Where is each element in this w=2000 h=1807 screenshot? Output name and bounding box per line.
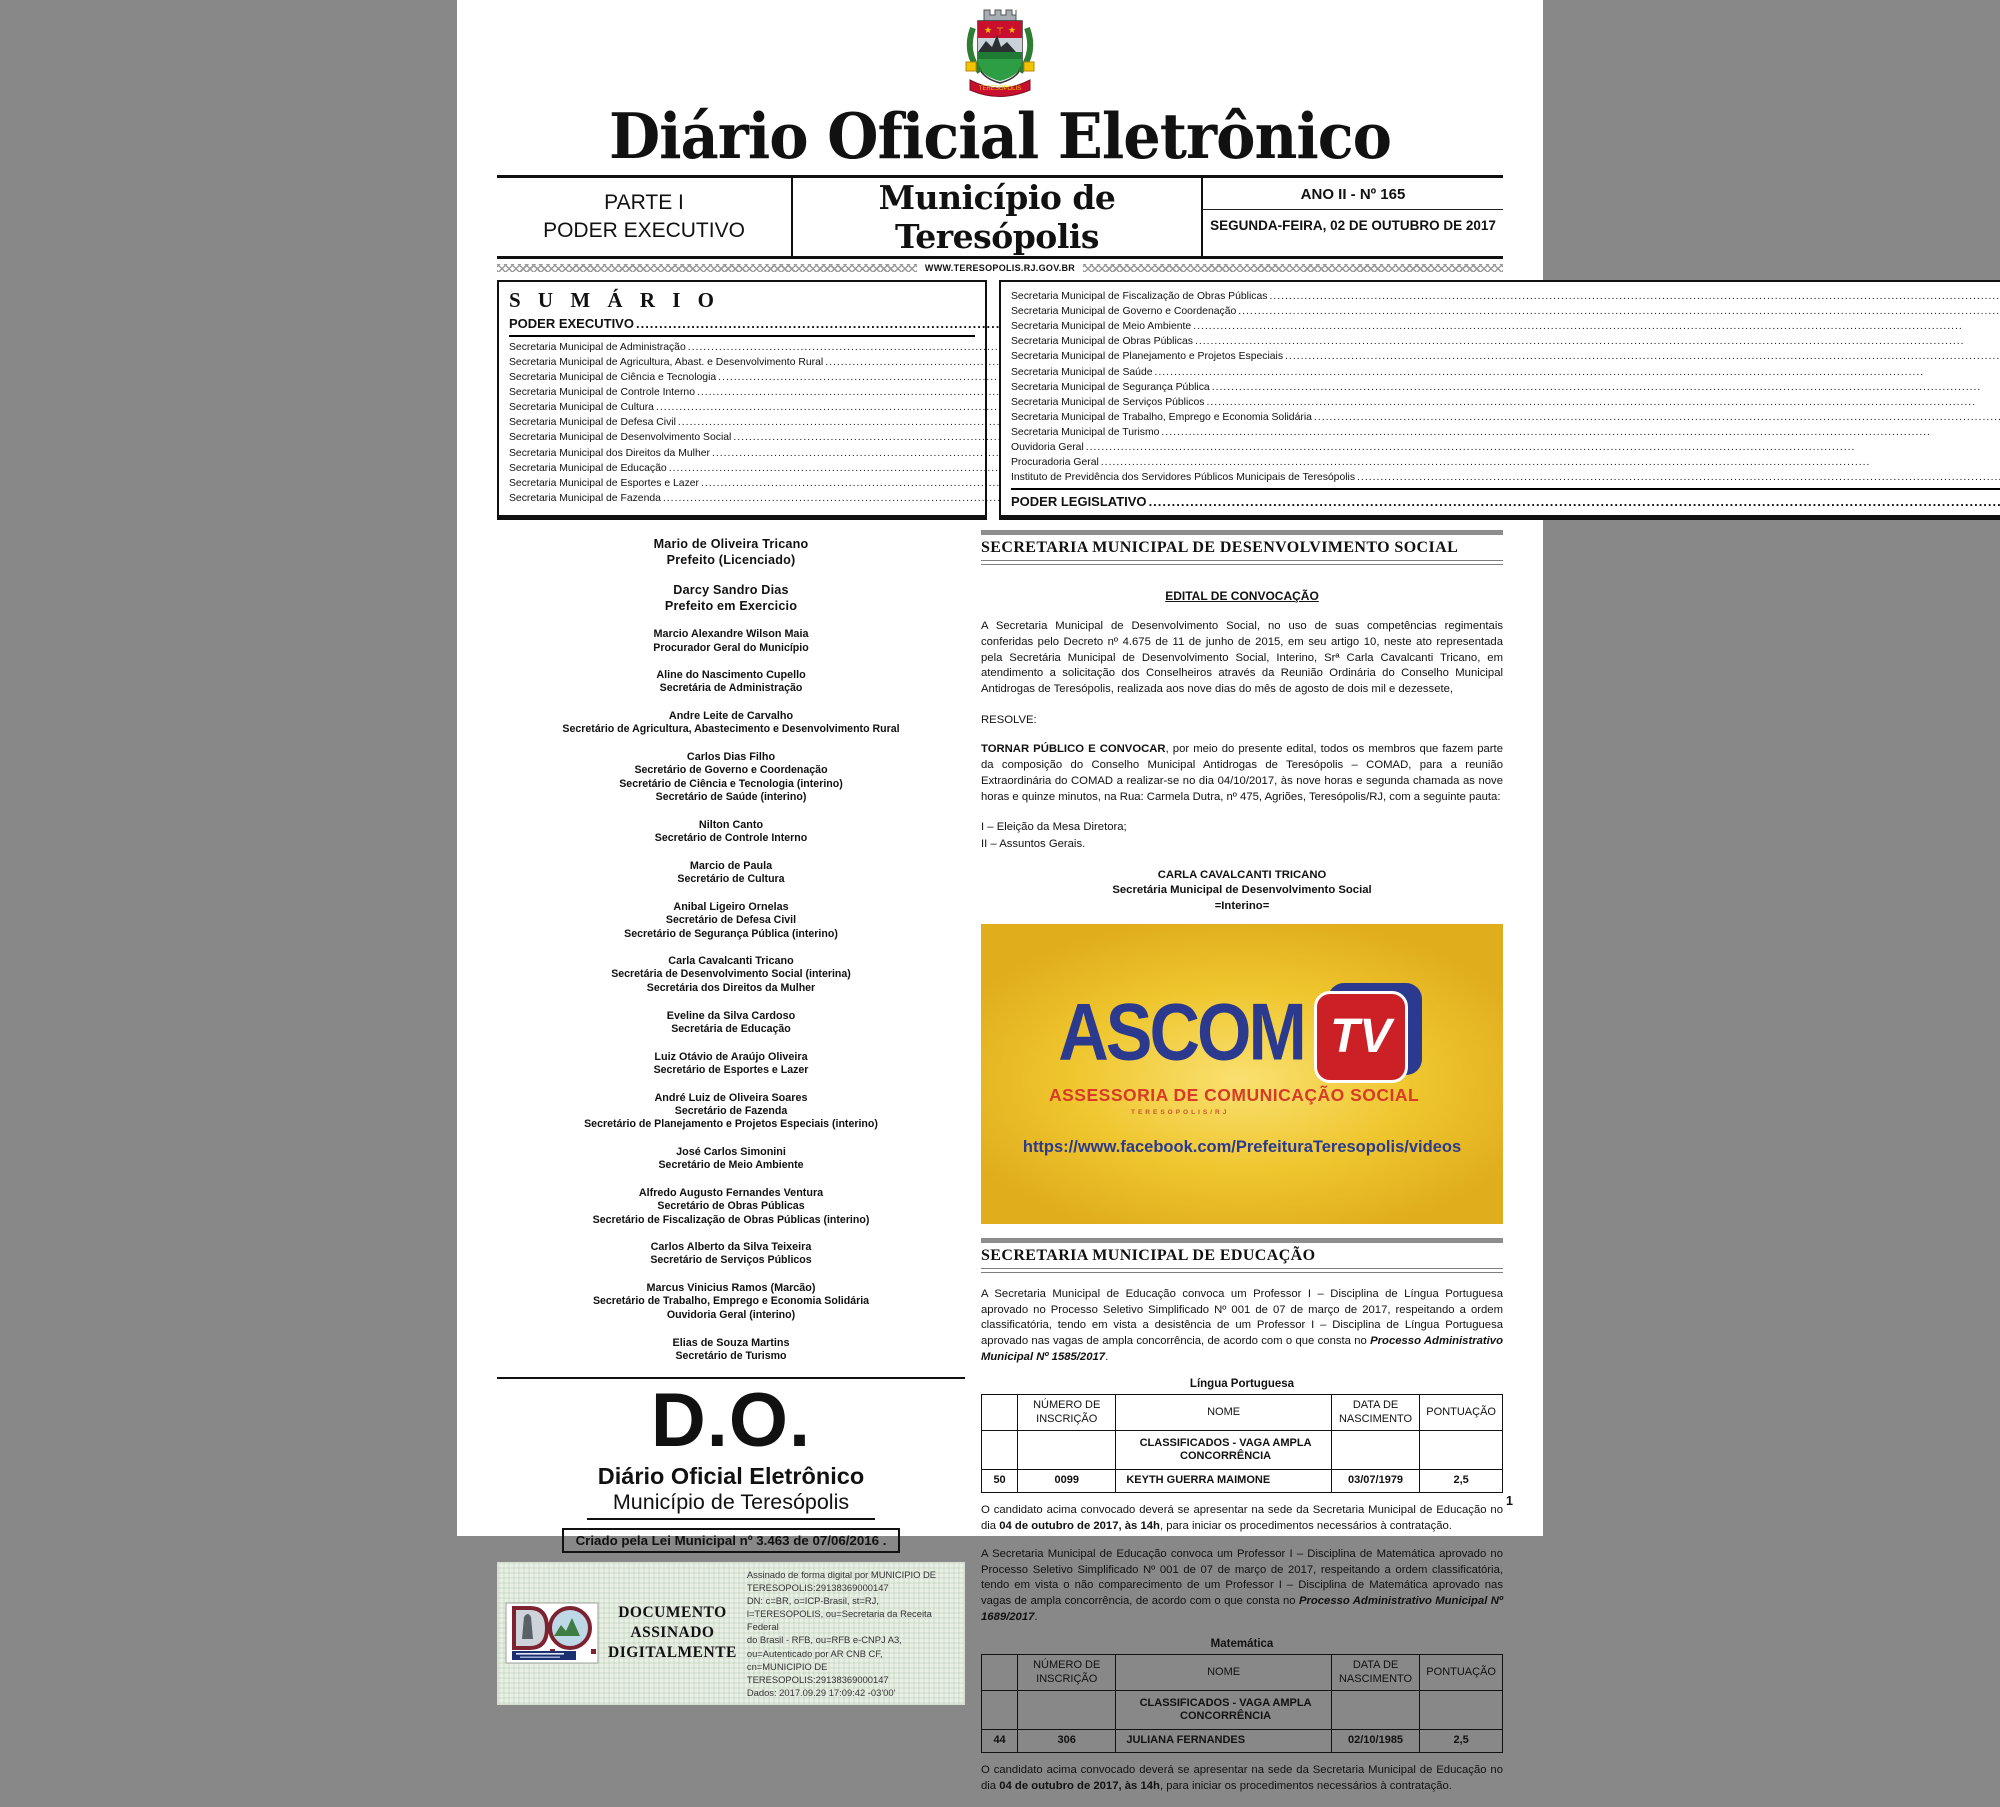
convocation-table <box>981 1394 1503 1493</box>
toc-label: Secretaria Municipal de Fazenda <box>509 492 661 504</box>
signature-detail-line: do Brasil - RFB, ou=RFB e-CNPJ A3, ou=Autenticado por AR CNB CF, <box>746 1634 902 1659</box>
official-role: Secretário de Esportes e Lazer <box>653 1063 809 1076</box>
official-name: Alfredo Augusto Fernandes Ventura <box>638 1186 824 1199</box>
social-signature <box>981 868 1503 914</box>
toc-item <box>1011 304 2000 319</box>
footer-text: , para iniciar os procedimentos necessários à contratação. <box>1159 1519 1452 1532</box>
intro-text: A Secretaria Municipal de Educação convoca um Professor I – Disciplina de Matemática aprovado no Processo Seletivo Simplificado Nº 001 de 07 de março de 2017, respeitando a ordem classificatória, tendo em vista o não comparecimento de um Professor I – Disciplina de Matemática aprovado nas vagas de ampla concorrência, de acordo com o que consta no <box>981 1547 1503 1608</box>
chain-ornament-right <box>1083 264 1503 272</box>
toc-item <box>509 400 975 415</box>
official-role: Secretário de Turismo <box>675 1349 787 1362</box>
toc-label: Secretaria Municipal de Ciência e Tecnologia <box>509 372 717 384</box>
masthead-part <box>497 178 793 256</box>
toc-label: Secretaria Municipal de Turismo <box>1011 426 1160 438</box>
table-data-row <box>982 1730 1503 1753</box>
official-name: Aline do Nascimento Cupello <box>656 669 806 682</box>
group-cell <box>1331 1691 1419 1730</box>
edital-title: EDITAL DE CONVOCAÇÃO <box>1165 589 1319 604</box>
toc-item <box>1011 410 2000 425</box>
teresopolis-coat-of-arms-icon <box>960 4 1040 100</box>
part-line2: PODER EXECUTIVO <box>543 219 745 243</box>
intro-text: . <box>1034 1611 1038 1624</box>
official-role: Secretário de Ciência e Tecnologia (interino) <box>619 777 843 790</box>
toc-item <box>1011 365 2000 380</box>
gazette-page <box>457 0 1543 1792</box>
edition-date: SEGUNDA-FEIRA, 02 DE OUTUBRO DE 2017 <box>1210 218 1496 234</box>
official-entry <box>497 1186 965 1228</box>
table-title: Matemática <box>1210 1637 1274 1650</box>
official-role: Secretário de Governo e Coordenação <box>634 763 828 776</box>
data-cell: 44 <box>982 1730 1018 1753</box>
official-role: Secretário de Meio Ambiente <box>658 1159 804 1172</box>
column-header: PONTUAÇÃO <box>1420 1394 1503 1431</box>
group-cell <box>982 1691 1018 1730</box>
toc-label: Secretaria Municipal de Esportes e Lazer <box>509 477 700 489</box>
signature-label-line: ASSINADO <box>630 1624 715 1642</box>
official-entry <box>497 1050 965 1078</box>
official-entry <box>497 1145 965 1173</box>
summary-box-left <box>497 280 987 520</box>
official-role: Secretário de Controle Interno <box>654 832 808 845</box>
toc-leader-dots <box>1086 440 2000 455</box>
edital-paragraph-1: A Secretaria Municipal de Desenvolvimento Social, no uso de suas competências regimentais conferidas pelo Decreto nº 4.675 de 11 de junho de 2015, em seu artigo 10, neste ato representada pela Secretária Municipal de Desenvolvimento Social, Interino, Srª Carla Cavalcanti Tricano, em atendimento a solicitação dos Conselheiros através da Reunião Ordinária do Conselho Municipal Antidrogas de Teresópolis, realizada aos nove dias do mês de agosto de dois mil e dezessete, <box>981 620 1503 696</box>
convocar-bold: TORNAR PÚBLICO E CONVOCAR <box>981 743 1166 756</box>
group-cell <box>1018 1691 1116 1730</box>
official-name: Marcus Vinicius Ramos (Marcão) <box>646 1282 816 1295</box>
website-url: WWW.TERESOPOLIS.RJ.GOV.BR <box>924 263 1076 274</box>
toc-right-list <box>1011 289 2000 485</box>
official-role: Prefeito em Exercicio <box>664 599 798 614</box>
do-footer-block <box>497 1377 965 1706</box>
official-entry <box>497 954 965 996</box>
official-name: Marcio de Paula <box>689 859 773 872</box>
official-role: Secretário de Saúde (interino) <box>655 791 807 804</box>
official-name: Nilton Canto <box>698 819 764 832</box>
column-header: PONTUAÇÃO <box>1420 1654 1503 1691</box>
toc-label: Procuradoria Geral <box>1011 457 1099 469</box>
column-header: NOME <box>1116 1654 1331 1691</box>
convocation-intro <box>981 1547 1503 1626</box>
official-name: Mario de Oliveira Tricano <box>653 537 809 552</box>
toc-legislative-header <box>1011 488 2000 512</box>
official-role: Secretário de Defesa Civil <box>665 913 797 926</box>
toc-label: Secretaria Municipal de Educação <box>509 462 667 474</box>
official-entry <box>497 900 965 942</box>
data-cell: 2,5 <box>1420 1470 1503 1493</box>
signer-role: Secretária Municipal de Desenvolvimento Social <box>1112 884 1372 897</box>
part-line1: PARTE I <box>604 190 684 214</box>
official-role: Secretária de Educação <box>671 1022 791 1035</box>
footer-text: O candidato acima convocado deverá se apresentar na sede da Secretaria Municipal de Educação no dia <box>981 1504 1503 1532</box>
signer-name: CARLA CAVALCANTI TRICANO <box>1157 869 1327 882</box>
footer-text: O candidato acima convocado deverá se apresentar na sede da Secretaria Municipal de Educação no dia <box>981 1764 1503 1792</box>
toc-label: Secretaria Municipal de Defesa Civil <box>509 417 676 429</box>
toc-label: Ouvidoria Geral <box>1011 441 1084 453</box>
toc-item <box>509 476 975 491</box>
law-box: Criado pela Lei Municipal nº 3.463 de 07/06/2016 . <box>562 1528 901 1553</box>
group-cell <box>1420 1691 1503 1730</box>
official-name: Eveline da Silva Cardoso <box>666 1009 796 1022</box>
group-cell <box>1420 1431 1503 1470</box>
convocar-rest: , por meio do presente edital, todos os membros que fazem parte da composição do Conselho Municipal Antidrogas de Teresópolis – COMAD, para a reunião Extraordinária do COMAD a realizar-se no dia 04/10/2017, às nove horas e segunda chamada as nove horas e quinze minutos, na Rua: Carmela Dutra, nº 475, Agriões, Teresópolis/RJ, com a seguinte pauta: <box>981 743 1503 803</box>
official-role: Ouvidoria Geral (interino) <box>666 1309 796 1322</box>
convocation-table <box>981 1654 1503 1753</box>
agenda-list <box>981 819 1503 852</box>
resolve-line: RESOLVE: <box>981 714 1037 727</box>
toc-label: Secretaria Municipal de Saúde <box>1011 366 1153 378</box>
official-name: Marcio Alexandre Wilson Maia <box>653 628 809 641</box>
svg-text:TERESOPOLIS: TERESOPOLIS <box>978 86 1022 92</box>
section-header-bar <box>981 530 1503 535</box>
svg-text:★: ★ <box>983 25 993 35</box>
official-entry <box>497 627 965 655</box>
toc-left-list <box>509 340 975 506</box>
toc-item <box>509 461 975 476</box>
section-header-title: SECRETARIA MUNICIPAL DE EDUCAÇÃO <box>981 1246 1316 1264</box>
ascom-tv-banner <box>981 924 1503 1224</box>
official-role: Secretário de Agricultura, Abastecimento e Desenvolvimento Rural <box>562 723 900 736</box>
section-header-rule <box>981 1268 1503 1273</box>
ascom-city-label: TERESOPOLIS/RJ <box>1131 1108 1230 1116</box>
toc-item <box>509 385 975 400</box>
section-header-education <box>981 1238 1503 1273</box>
tv-logo-screen: TV <box>1314 991 1408 1083</box>
education-convocations <box>981 1287 1503 1795</box>
toc-label: PODER LEGISLATIVO <box>1011 494 1147 510</box>
toc-label: Secretaria Municipal de Planejamento e Projetos Especiais <box>1011 351 1284 363</box>
masthead-banner <box>497 175 1503 259</box>
process-number: Processo Administrativo Municipal Nº 1689/2017 <box>981 1595 1503 1624</box>
toc-label: Instituto de Previdência dos Servidores Públicos Municipais de Teresópolis <box>1011 472 1356 484</box>
column-header: DATA DE NASCIMENTO <box>1331 1394 1419 1431</box>
website-row <box>497 263 1503 273</box>
official-name: Andre Leite de Carvalho <box>668 710 794 723</box>
group-cell <box>1331 1431 1419 1470</box>
official-name: Luiz Otávio de Araújo Oliveira <box>654 1050 808 1063</box>
edital-paragraph-2 <box>981 742 1503 805</box>
signature-detail-line: Assinado de forma digital por MUNICIPIO DE TERESOPOLIS:29138369000147 <box>746 1568 937 1593</box>
footer-date: 04 de outubro de 2017, às 14h <box>999 1519 1160 1532</box>
toc-label: Secretaria Municipal de Desenvolvimento Social <box>509 432 732 444</box>
toc-item <box>509 355 975 370</box>
officials-list <box>497 530 965 1364</box>
official-name: André Luiz de Oliveira Soares <box>654 1091 808 1104</box>
official-entry <box>497 1281 965 1323</box>
official-entry <box>497 750 965 805</box>
toc-label: Secretaria Municipal de Governo e Coordenação <box>1011 306 1237 318</box>
group-cell: CLASSIFICADOS - VAGA AMPLA CONCORRÊNCIA <box>1116 1431 1331 1470</box>
tv-logo-icon <box>1314 983 1426 1083</box>
toc-item <box>509 491 975 506</box>
table-header-row <box>982 1394 1503 1431</box>
official-name: Carlos Alberto da Silva Teixeira <box>650 1241 812 1254</box>
official-entry <box>497 709 965 737</box>
official-name: Carlos Dias Filho <box>686 750 776 763</box>
signer-note: =Interino= <box>1214 899 1270 912</box>
signature-details <box>747 1568 956 1700</box>
toc-leader-dots <box>1155 365 2000 380</box>
toc-item <box>509 340 975 355</box>
official-role: Secretária de Desenvolvimento Social (interina) <box>611 968 851 981</box>
toc-item <box>509 370 975 385</box>
signature-label-line: DOCUMENTO <box>618 1604 727 1622</box>
toc-label: Secretaria Municipal de Administração <box>509 342 686 354</box>
column-header: NÚMERO DE INSCRIÇÃO <box>1018 1394 1116 1431</box>
official-entry <box>497 1091 965 1133</box>
toc-item <box>1011 319 2000 334</box>
table-title: Língua Portuguesa <box>1189 1377 1295 1390</box>
official-role: Secretário de Planejamento e Projetos Especiais (interino) <box>584 1118 878 1131</box>
section-header-bar <box>981 1238 1503 1243</box>
convocation-footer <box>981 1503 1503 1535</box>
municipality-title: Município de Teresópolis <box>878 178 1116 257</box>
toc-leader-dots <box>1161 425 2000 440</box>
right-column <box>981 530 1503 1807</box>
table-header-row <box>982 1654 1503 1691</box>
official-role: Secretário de Serviços Públicos <box>650 1254 812 1267</box>
footer-text: , para iniciar os procedimentos necessários à contratação. <box>1159 1779 1452 1792</box>
column-header: NÚMERO DE INSCRIÇÃO <box>1018 1654 1116 1691</box>
toc-leader-dots <box>1269 289 2000 304</box>
data-cell: 0099 <box>1018 1470 1116 1493</box>
ascom-wordmark: ASCOM <box>1058 987 1304 1078</box>
official-role: Secretário de Fazenda <box>674 1104 788 1117</box>
toc-label: Secretaria Municipal de Obras Públicas <box>1011 336 1193 348</box>
column-header <box>982 1654 1018 1691</box>
official-role: Secretária de Administração <box>659 682 803 695</box>
table-data-row <box>982 1470 1503 1493</box>
toc-item <box>1011 425 2000 440</box>
facebook-link[interactable]: https://www.facebook.com/PrefeituraTeresopolis/videos <box>1022 1137 1462 1156</box>
toc-label: PODER EXECUTIVO <box>509 316 634 332</box>
official-role: Secretário de Fiscalização de Obras Públicas (interino) <box>592 1213 870 1226</box>
convocation-intro <box>981 1287 1503 1366</box>
data-cell: 02/10/1985 <box>1331 1730 1419 1753</box>
table-group-row <box>982 1431 1503 1470</box>
toc-item <box>1011 349 2000 364</box>
section-header-social <box>981 530 1503 565</box>
official-entry <box>497 1240 965 1268</box>
toc-executive-header <box>509 315 975 337</box>
official-role: Secretário de Obras Públicas <box>657 1199 805 1212</box>
column-header <box>982 1394 1018 1431</box>
digital-signature-strip <box>497 1562 965 1706</box>
toc-item <box>509 415 975 430</box>
toc-leader-dots <box>1285 349 2000 364</box>
signature-detail-line: Dados: 2017.09.29 17:09:42 -03'00' <box>746 1686 896 1698</box>
summary-box-right <box>999 280 2000 520</box>
do-title: Diário Oficial Eletrônico <box>597 1462 865 1489</box>
section-header-title: SECRETARIA MUNICIPAL DE DESENVOLVIMENTO SOCIAL <box>981 539 1459 557</box>
data-cell: 2,5 <box>1420 1730 1503 1753</box>
svg-text:★: ★ <box>1007 25 1017 35</box>
toc-label: Secretaria Municipal de Segurança Pública <box>1011 381 1210 393</box>
official-role: Secretário de Segurança Pública (interino) <box>624 927 838 940</box>
toc-item <box>509 446 975 461</box>
signature-detail-line: cn=MUNICIPIO DE TERESOPOLIS:29138369000147 <box>746 1660 889 1685</box>
toc-leader-dots <box>1101 455 2000 470</box>
ascom-brand-row <box>1058 983 1426 1083</box>
toc-leader-dots <box>1357 470 2000 485</box>
agenda-item: II – Assuntos Gerais. <box>981 837 1086 850</box>
official-role: Prefeito (Licenciado) <box>666 553 796 568</box>
do-municipality: Município de Teresópolis <box>587 1490 875 1520</box>
official-role: Procurador Geral do Município <box>653 641 809 654</box>
toc-label: Secretaria Municipal de Trabalho, Emprego e Economia Solidária <box>1011 411 1312 423</box>
toc-item <box>1011 334 2000 349</box>
group-cell: CLASSIFICADOS - VAGA AMPLA CONCORRÊNCIA <box>1116 1691 1331 1730</box>
data-cell: 03/07/1979 <box>1331 1470 1419 1493</box>
signature-detail-line: DN: c=BR, o=ICP-Brasil, st=RJ, l=TERESOPOLIS, ou=Secretaria da Receita Federal <box>746 1594 932 1633</box>
official-entry <box>497 1336 965 1364</box>
group-cell <box>982 1431 1018 1470</box>
official-name: Darcy Sandro Dias <box>673 582 789 597</box>
official-entry <box>497 668 965 696</box>
body-columns <box>497 530 1503 1807</box>
toc-item <box>1011 470 2000 485</box>
toc-label: Secretaria Municipal de Fiscalização de Obras Públicas <box>1011 291 1268 303</box>
edition-number: ANO II - Nº 165 <box>1203 178 1503 210</box>
official-name: José Carlos Simonini <box>676 1146 786 1159</box>
toc-leader-dots <box>1195 334 2000 349</box>
data-cell: 306 <box>1018 1730 1116 1753</box>
official-entry <box>497 818 965 846</box>
masthead <box>457 0 1543 273</box>
masthead-edition-block <box>1201 178 1503 256</box>
svg-text:⚚: ⚚ <box>995 26 1005 37</box>
column-header: NOME <box>1116 1394 1331 1431</box>
toc-item <box>509 430 975 445</box>
toc-label: Secretaria Municipal de Serviços Públicos <box>1011 396 1205 408</box>
table-group-row <box>982 1691 1503 1730</box>
column-header: DATA DE NASCIMENTO <box>1331 1654 1419 1691</box>
toc-item <box>1011 395 2000 410</box>
official-name: Carla Cavalcanti Tricano <box>668 955 794 968</box>
official-role: Secretária dos Direitos da Mulher <box>646 982 816 995</box>
do-logo-icon <box>506 1603 598 1663</box>
process-number: Processo Administrativo Municipal Nº 1585/2017 <box>981 1335 1503 1364</box>
official-entry <box>497 1009 965 1037</box>
toc-leader-dots <box>1238 304 2000 319</box>
data-cell: 50 <box>982 1470 1018 1493</box>
toc-label: Secretaria Municipal de Cultura <box>509 402 654 414</box>
signature-label <box>608 1603 737 1663</box>
toc-leader-dots <box>1314 410 2000 425</box>
toc-leader-dots <box>1212 380 2000 395</box>
official-entry <box>497 859 965 887</box>
toc-item <box>1011 440 2000 455</box>
gazette-title: Diário Oficial Eletrônico <box>608 99 1392 174</box>
toc-leader-dots <box>1149 493 2000 512</box>
official-name: Anibal Ligeiro Ornelas <box>673 900 789 913</box>
official-name: Elias de Souza Martins <box>672 1336 790 1349</box>
toc-label: Secretaria Municipal de Meio Ambiente <box>1011 321 1192 333</box>
toc-item <box>1011 380 2000 395</box>
section-header-rule <box>981 560 1503 565</box>
chain-ornament-left <box>497 264 917 272</box>
do-initials: D.O. <box>650 1377 812 1463</box>
intro-text: A Secretaria Municipal de Educação convoca um Professor I – Disciplina de Língua Portuguesa aprovado no Processo Seletivo Simplificado Nº 001 de 07 de março de 2017, respeitando a ordem classificatória, tendo em vista a desistência de um Professor I – Disciplina de Língua Portuguesa aprovado nas vagas de ampla concorrência, de acordo com o que consta no <box>981 1287 1503 1348</box>
group-cell <box>1018 1431 1116 1470</box>
official-entry <box>497 582 965 615</box>
official-role: Secretário de Cultura <box>677 873 785 886</box>
signature-label-line: DIGITALMENTE <box>608 1644 737 1662</box>
summary-title: S U M Á R I O <box>509 288 721 313</box>
page-number: 1 <box>1506 1494 1513 1508</box>
summary-section <box>497 280 1503 520</box>
toc-label: Secretaria Municipal de Controle Interno <box>509 387 695 399</box>
convocation-footer <box>981 1763 1503 1795</box>
toc-leader-dots <box>1206 395 2000 410</box>
official-entry <box>497 536 965 569</box>
toc-label: Secretaria Municipal dos Direitos da Mulher <box>509 447 710 459</box>
left-column <box>497 530 965 1807</box>
ascom-subtitle: ASSESSORIA DE COMUNICAÇÃO SOCIAL <box>1049 1084 1420 1105</box>
data-cell: KEYTH GUERRA MAIMONE <box>1116 1470 1331 1493</box>
toc-item <box>1011 289 2000 304</box>
toc-item <box>1011 455 2000 470</box>
data-cell: JULIANA FERNANDES <box>1116 1730 1331 1753</box>
official-role: Secretário de Trabalho, Emprego e Economia Solidária <box>592 1295 870 1308</box>
toc-label: Secretaria Municipal de Agricultura, Abast. e Desenvolvimento Rural <box>509 357 824 369</box>
toc-leader-dots <box>1193 319 2000 334</box>
footer-date: 04 de outubro de 2017, às 14h <box>999 1779 1160 1792</box>
agenda-item: I – Eleição da Mesa Diretora; <box>981 821 1127 834</box>
intro-text: . <box>1105 1351 1109 1364</box>
